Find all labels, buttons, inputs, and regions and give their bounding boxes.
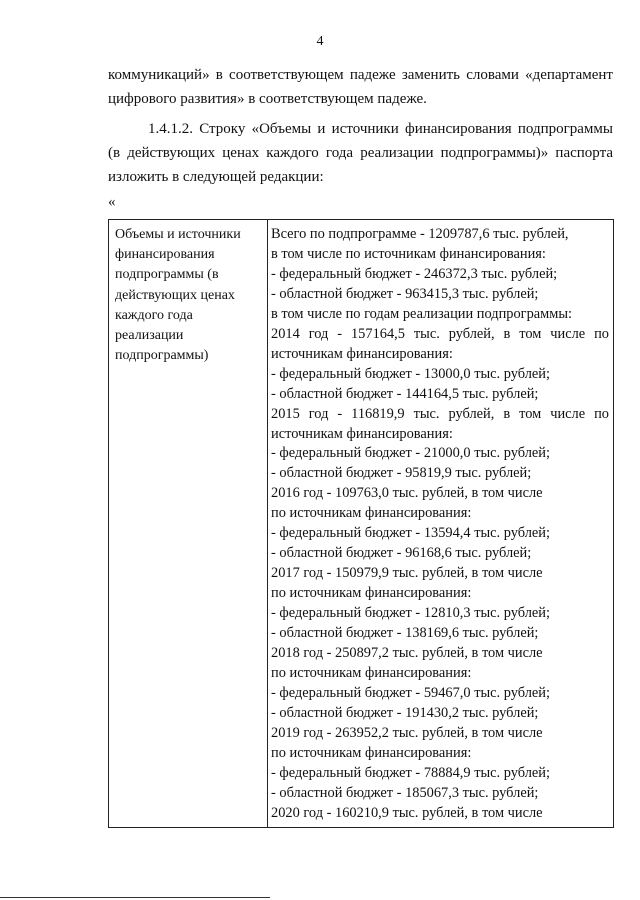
financing-line: - областной бюджет - 185067,3 тыс. рублей; bbox=[271, 784, 539, 801]
financing-line: 2015 год - 116819,9 тыс. рублей, в том числе по bbox=[271, 405, 609, 422]
financing-line: источникам финансирования: bbox=[271, 345, 453, 362]
row-label-line: финансирования bbox=[115, 247, 215, 263]
page-number: 4 bbox=[316, 34, 324, 49]
financing-line: по источникам финансирования: bbox=[271, 585, 472, 602]
financing-line: - областной бюджет - 963415,3 тыс. рублей; bbox=[271, 285, 539, 302]
row-label-line: подпрограммы) bbox=[115, 348, 209, 364]
financing-line: - федеральный бюджет - 78884,9 тыс. рублей; bbox=[271, 764, 550, 781]
financing-line: 2020 год - 160210,9 тыс. рублей, в том числе bbox=[271, 804, 543, 821]
paragraph-2-line: изложить в следующей редакции: bbox=[108, 169, 324, 185]
financing-line: - федеральный бюджет - 13594,4 тыс. рублей; bbox=[271, 525, 550, 542]
paragraph-2-line: 1.4.1.2. Строку «Объемы и источники финансирования подпрограммы bbox=[148, 121, 613, 137]
row-label-cell bbox=[109, 220, 268, 827]
paragraph-1-line: коммуникаций» в соответствующем падеже заменить словами «департамент bbox=[108, 67, 613, 83]
financing-line: - областной бюджет - 96168,6 тыс. рублей; bbox=[271, 545, 532, 562]
paragraph-2-line: (в действующих ценах каждого года реализации подпрограммы)» паспорта bbox=[108, 145, 613, 161]
financing-table bbox=[108, 219, 614, 828]
financing-line: по источникам финансирования: bbox=[271, 505, 472, 522]
financing-line: в том числе по источникам финансирования: bbox=[271, 245, 546, 262]
row-label-line: каждого года bbox=[115, 307, 193, 323]
financing-line: Всего по подпрограмме - 1209787,6 тыс. рублей, bbox=[271, 226, 569, 242]
financing-line: источникам финансирования: bbox=[271, 425, 453, 442]
financing-line: - областной бюджет - 138169,6 тыс. рублей; bbox=[271, 625, 539, 642]
financing-line: по источникам финансирования: bbox=[271, 664, 472, 681]
financing-line: - областной бюджет - 144164,5 тыс. рублей; bbox=[271, 385, 539, 402]
financing-line: по источникам финансирования: bbox=[271, 744, 472, 761]
paragraph-2 bbox=[108, 117, 613, 189]
row-label-line: реализации bbox=[115, 328, 184, 344]
row-label-line: действующих ценах bbox=[115, 287, 235, 303]
row-label-line: Объемы и источники bbox=[115, 227, 241, 242]
financing-line: 2016 год - 109763,0 тыс. рублей, в том числе bbox=[271, 485, 543, 502]
financing-line: 2017 год - 150979,9 тыс. рублей, в том числе bbox=[271, 565, 543, 582]
financing-line: - федеральный бюджет - 13000,0 тыс. рублей; bbox=[271, 365, 550, 382]
paragraph-1 bbox=[108, 63, 613, 111]
opening-quote-mark: « bbox=[108, 194, 116, 210]
financing-line: 2014 год - 157164,5 тыс. рублей, в том числе по bbox=[271, 325, 609, 342]
financing-line: - областной бюджет - 191430,2 тыс. рублей; bbox=[271, 704, 539, 721]
financing-line: - федеральный бюджет - 21000,0 тыс. рублей; bbox=[271, 445, 550, 462]
bottom-rule bbox=[0, 897, 270, 898]
financing-line: 2018 год - 250897,2 тыс. рублей, в том числе bbox=[271, 645, 543, 662]
financing-line: 2019 год - 263952,2 тыс. рублей, в том числе bbox=[271, 724, 543, 741]
financing-line: - областной бюджет - 95819,9 тыс. рублей; bbox=[271, 465, 532, 482]
financing-line: в том числе по годам реализации подпрограммы: bbox=[271, 305, 573, 322]
financing-line: - федеральный бюджет - 246372,3 тыс. рублей; bbox=[271, 265, 558, 282]
paragraph-1-line: цифрового развития» в соответствующем падеже. bbox=[108, 91, 427, 107]
financing-line: - федеральный бюджет - 59467,0 тыс. рублей; bbox=[271, 684, 550, 701]
row-label-line: подпрограммы (в bbox=[115, 267, 219, 283]
financing-line: - федеральный бюджет - 12810,3 тыс. рублей; bbox=[271, 605, 550, 622]
financing-details-cell bbox=[268, 220, 613, 827]
